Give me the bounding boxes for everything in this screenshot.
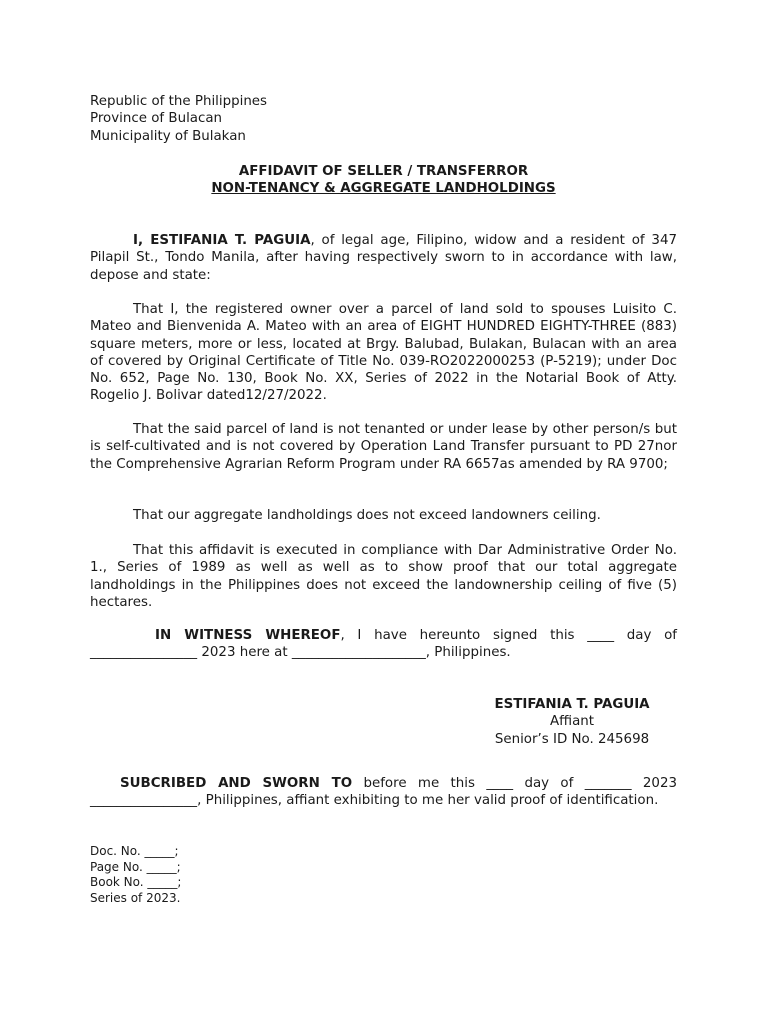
notary-doc-no: Doc. No. _____; <box>90 844 179 858</box>
affiant-id: Senior’s ID No. 245698 <box>494 731 650 747</box>
affiant-name: ESTIFANIA T. PAGUIA <box>494 697 650 712</box>
notary-page-no: Page No. _____; <box>90 859 181 874</box>
notarial-entries <box>90 844 181 906</box>
document-title <box>90 163 677 198</box>
header-republic: Republic of the Philippines <box>90 94 268 109</box>
jurat-text: before me this ____ day of _______ 2023 ________________, Philippines, affiant exhibiting to me her valid proof of identification. <box>90 776 677 809</box>
aggregate-paragraph: That our aggregate landholdings does not exceed landowners ceiling. <box>133 508 601 523</box>
jurat-paragraph <box>90 775 677 810</box>
witness-text: , I have hereunto signed this ____ day of ________________ 2023 here at ____________________, Philippines. <box>90 628 677 661</box>
ownership-paragraph: That I, the registered owner over a parcel of land sold to spouses Luisito C. Mateo and Bienvenida A. Mateo with an area of EIGHT HUNDRED EIGHTY-THREE (883) square meters, more or less, located at Brgy. Balubad, Bulakan, Bulacan with an area of covered by Original Certificate of Title No. 039-RO2022000253 (P-5219); under Doc No. 652, Page No. 130, Book No. XX, Series of 2022 in the Notarial Book of Atty. Rogelio J. Bolivar dated12/27/2022. <box>90 302 677 404</box>
header-province: Province of Bulacan <box>90 111 223 127</box>
witness-paragraph <box>90 627 677 662</box>
non-tenancy-paragraph: That the said parcel of land is not tenanted or under lease by other person/s but is self-cultivated and is not covered by Operation Land Transfer pursuant to PD 27nor the Comprehensive Agrarian Reform Program under RA 6657as amended by RA 9700; <box>90 422 677 472</box>
notary-book-no: Book No. _____; <box>90 875 182 889</box>
intro-paragraph <box>90 232 677 284</box>
notary-series: Series of 2023. <box>90 890 181 905</box>
compliance-paragraph: That this affidavit is executed in compliance with Dar Administrative Order No. 1., Series of 1989 as well as well as to show proof that our total aggregate landholdings in the Philippines does not exceed the landownership ceiling of five (5) hectares. <box>90 543 677 610</box>
jurat-lead: SUBCRIBED AND SWORN TO <box>120 776 353 791</box>
intro-text: , of legal age, Filipino, widow and a resident of 347 Pilapil St., Tondo Manila, after having respectively sworn to in accordance with law, depose and state: <box>90 233 677 283</box>
witness-lead: IN WITNESS WHEREOF <box>155 628 341 643</box>
affiant-role: Affiant <box>549 714 595 730</box>
title-line-2: NON-TENANCY & AGGREGATE LANDHOLDINGS <box>211 181 556 197</box>
document-header <box>90 93 677 145</box>
header-municipality: Municipality of Bulakan <box>90 128 246 144</box>
affiant-name-intro: I, ESTIFANIA T. PAGUIA <box>133 233 311 248</box>
title-line-1: AFFIDAVIT OF SELLER / TRANSFERROR <box>238 164 529 179</box>
signature-block <box>472 696 672 748</box>
